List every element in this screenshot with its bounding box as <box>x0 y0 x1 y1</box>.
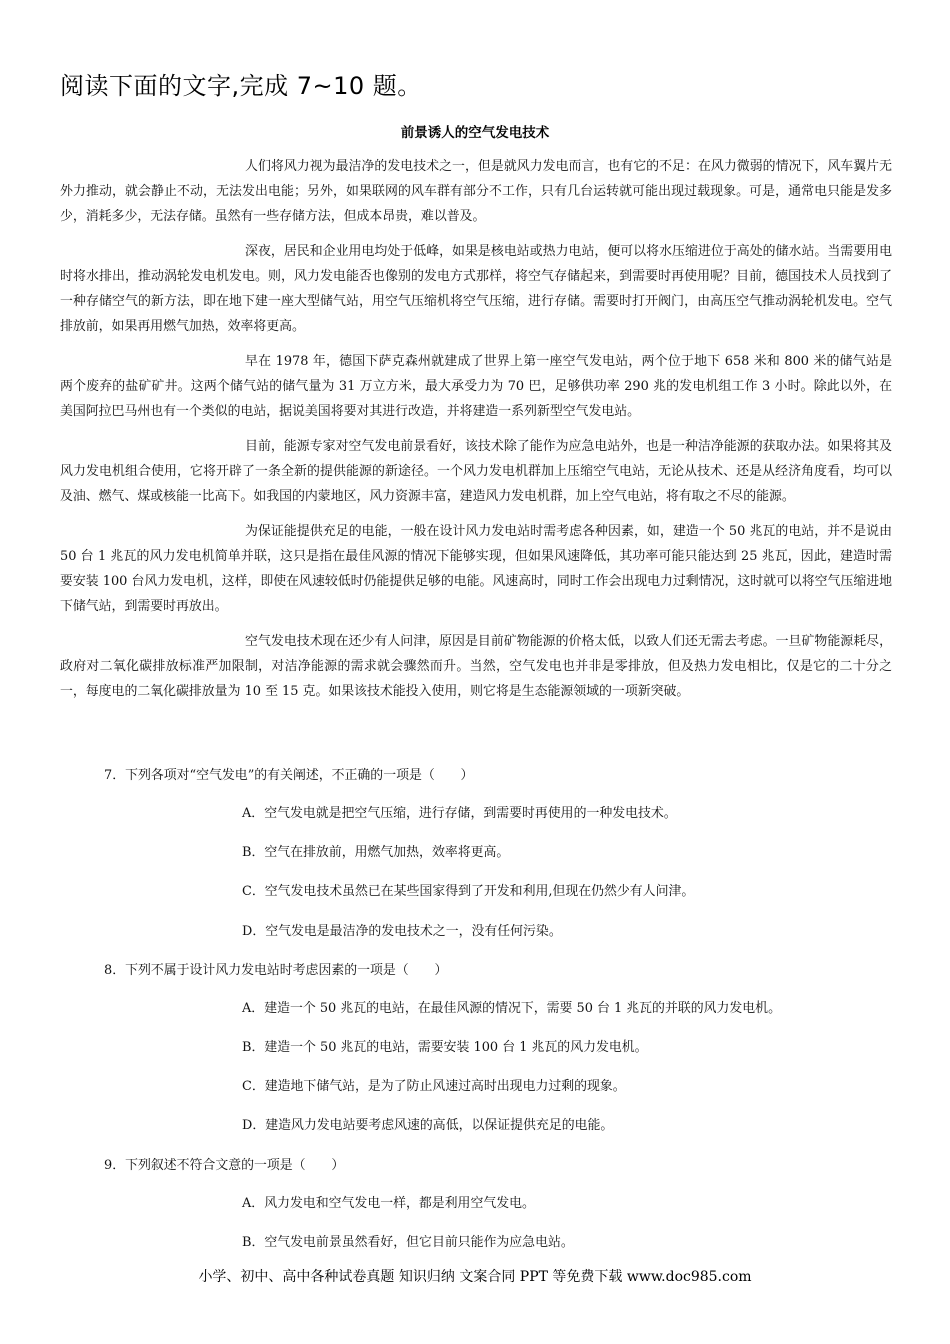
article-title: 前景诱人的空气发电技术 <box>400 125 550 141</box>
article-body <box>60 154 892 714</box>
reading-instruction: 阅读下面的文字,完成 7~10 题。 <box>60 72 422 100</box>
question-9-option-a: A．风力发电和空气发电一样，都是利用空气发电。 <box>242 1195 535 1211</box>
page-footer: 小学、初中、高中各种试卷真题 知识归纳 文案合同 PPT 等免费下载 www.doc985.com <box>198 1269 752 1285</box>
article-paragraph: 为保证能提供充足的电能，一般在设计风力发电站时需考虑各种因素，如，建造一个 50 兆瓦的电站，并不是说由 50 台 1 兆瓦的风力发电机简单并联，这只是指在最佳风源的情况下能够实现，但如果风速降低，其功率可能只能达到 25 兆瓦，因此，建造时需要安装 100 台风力发电机，这样，即使在风速较低时仍能提供足够的电能。风速高时，同时工作会出现电力过剩情况，这时就可以将空气压缩进地下储气站，到需要时再放出。 <box>60 524 893 614</box>
question-8-option-c: C．建造地下储气站，是为了防止风速过高时出现电力过剩的现象。 <box>242 1079 626 1095</box>
question-7-option-c: C．空气发电技术虽然已在某些国家得到了开发和利用,但现在仍然少有人问津。 <box>242 884 695 900</box>
question-7-stem: 7．下列各项对“空气发电”的有关阐述，不正确的一项是（ ） <box>104 768 474 783</box>
question-8-option-a: A．建造一个 50 兆瓦的电站，在最佳风源的情况下，需要 50 台 1 兆瓦的并联的风力发电机。 <box>242 1000 781 1016</box>
article-paragraph: 空气发电技术现在还少有人问津，原因是目前矿物能源的价格太低，以致人们还无需去考虑。一旦矿物能源耗尽，政府对二氧化碳排放标准严加限制，对洁净能源的需求就会骤然而升。当然，空气发电也并非是零排放，但及热力发电相比，仅是它的二十分之一，每度电的二氧化碳排放量为 10 至 15 克。如果该技术能投入使用，则它将是生态能源领域的一项新突破。 <box>60 634 892 699</box>
article-paragraph: 深夜，居民和企业用电均处于低峰，如果是核电站或热力电站，便可以将水压缩进位于高处的储水站。当需要用电时将水排出，推动涡轮发电机发电。则，风力发电能否也像别的发电方式那样，将空气存储起来，到需要时再使用呢？目前，德国技术人员找到了一种存储空气的新方法，即在地下建一座大型储气站，用空气压缩机将空气压缩，进行存储。需要时打开阀门，由高压空气推动涡轮机发电。空气排放前，如果再用燃气加热，效率将更高。 <box>60 244 892 334</box>
question-7-option-d: D．空气发电是最洁净的发电技术之一，没有任何污染。 <box>242 923 562 939</box>
question-9-option-b: B．空气发电前景虽然看好，但它目前只能作为应急电站。 <box>242 1234 574 1250</box>
question-8-stem: 8．下列不属于设计风力发电站时考虑因素的一项是（ ） <box>104 962 448 978</box>
question-8-option-d: D．建造风力发电站要考虑风速的高低，以保证提供充足的电能。 <box>242 1118 614 1134</box>
article-paragraph: 目前，能源专家对空气发电前景看好，该技术除了能作为应急电站外，也是一种洁净能源的获取办法。如果将其及风力发电机组合使用，它将开辟了一条全新的提供能源的新途径。一个风力发电机群加上压缩空气电站，无论从技术、还是从经济角度看，均可以及油、燃气、煤或核能一比高下。如我国的内蒙地区，风力资源丰富，建造风力发电机群，加上空气电站，将有取之不尽的能源。 <box>60 439 892 504</box>
question-list <box>104 763 894 1269</box>
question-8-option-b: B．建造一个 50 兆瓦的电站，需要安装 100 台 1 兆瓦的风力发电机。 <box>242 1039 648 1055</box>
question-9-stem: 9．下列叙述不符合文意的一项是（ ） <box>104 1157 345 1173</box>
question-7-option-a: A．空气发电就是把空气压缩，进行存储，到需要时再使用的一种发电技术。 <box>242 806 677 821</box>
article-paragraph: 早在 1978 年，德国下萨克森州就建成了世界上第一座空气发电站，两个位于地下 658 米和 800 米的储气站是两个废弃的盐矿矿井。这两个储气站的储气量为 31 万立方米，最大承受力为 70 巴，足够供功率 290 兆的发电机组工作 3 小时。除此以外，在美国阿拉巴马州也有一个类似的电站，据说美国将要对其进行改造，并将建造一系列新型空气发电站。 <box>60 354 892 419</box>
article-paragraph: 人们将风力视为最洁净的发电技术之一，但是就风力发电而言，也有它的不足：在风力微弱的情况下，风车翼片无外力推动，就会静止不动，无法发出电能；另外，如果联网的风车群有部分不工作，只有几台运转就可能出现过载现象。可是，通常电只能是发多少，消耗多少，无法存储。虽然有一些存储方法，但成本昂贵，难以普及。 <box>60 159 892 224</box>
question-7-option-b: B．空气在排放前，用燃气加热，效率将更高。 <box>242 845 510 861</box>
